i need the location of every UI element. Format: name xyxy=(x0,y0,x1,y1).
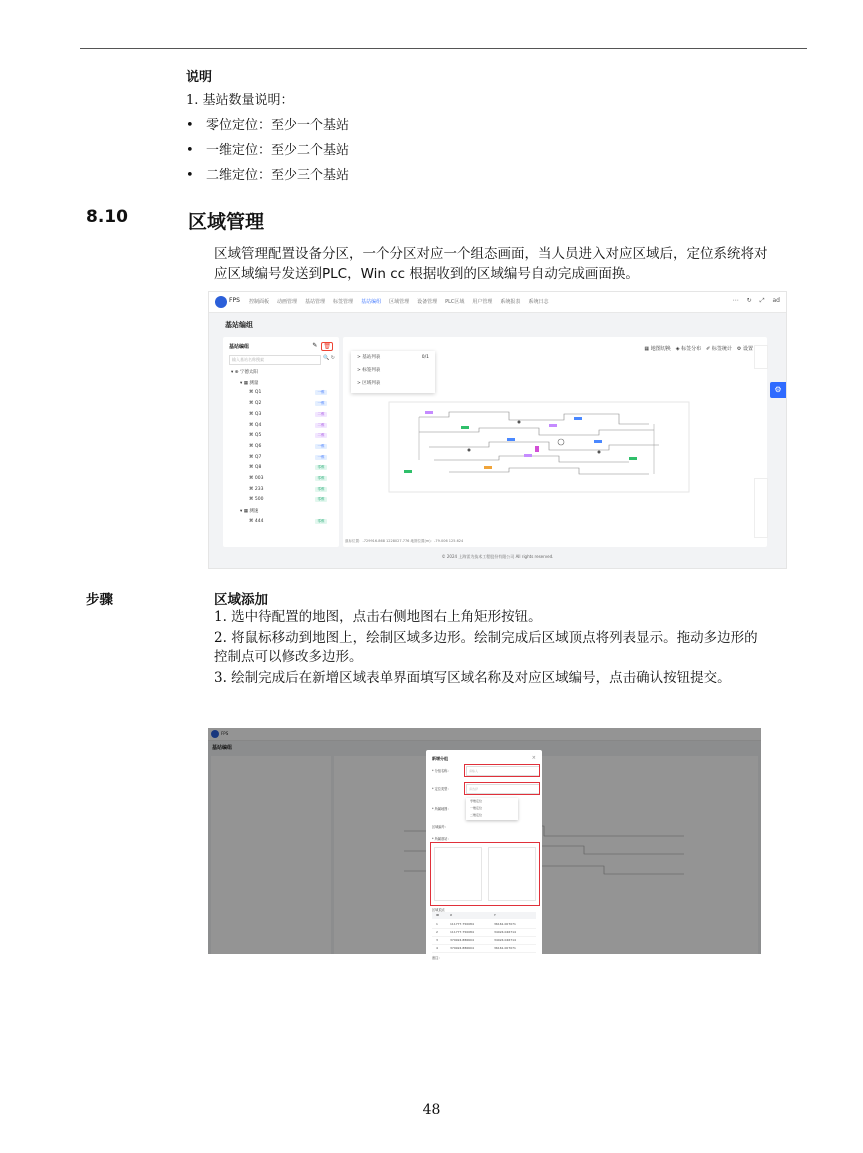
layer-label: > 区域列表 xyxy=(357,381,381,386)
table-cell: 36161.007071 xyxy=(494,922,516,926)
tree-item[interactable]: ⌘ Q3 xyxy=(249,411,262,417)
nav-item[interactable]: 系统报表 xyxy=(500,299,521,305)
table-cell: 36161.007071 xyxy=(494,946,516,950)
layer-list-item[interactable] xyxy=(351,351,435,364)
field-label: 区域编号： xyxy=(432,825,448,829)
steps-list xyxy=(214,608,770,690)
location-type-badge: 零维 xyxy=(315,497,327,502)
table-cell: 4 xyxy=(436,946,438,950)
panel-actions xyxy=(312,342,333,351)
tree-item[interactable]: ▾ ▦ 测速 xyxy=(240,509,259,515)
location-type-badge: 一维 xyxy=(315,455,327,460)
page-heading: 基站编组 xyxy=(212,745,233,751)
transfer-title: * 所属基站： xyxy=(432,837,451,841)
nav-item[interactable]: 系统日志 xyxy=(528,299,549,305)
nav-tool[interactable]: ↻ xyxy=(746,297,752,304)
tree-item[interactable]: ⌘ Q4 xyxy=(249,422,262,428)
notes-bullet xyxy=(186,117,349,135)
bullet-dot: • xyxy=(186,118,194,133)
steps-label: 步骤 xyxy=(86,592,113,608)
nav-tool[interactable]: ⋯ xyxy=(732,297,739,304)
notes-bullet xyxy=(186,142,349,160)
layer-label: > 标签列表 xyxy=(357,368,381,373)
table-cell: 379924.886604 xyxy=(450,946,474,950)
nav-tool[interactable]: ⤢ xyxy=(759,297,765,304)
table-cell: 111777.750084 xyxy=(450,922,474,926)
close-icon[interactable]: × xyxy=(531,755,536,761)
nav-item[interactable]: 控制面板 xyxy=(249,299,270,305)
dialog-title: 新增分组 xyxy=(432,756,448,761)
map-layer-dropdown xyxy=(351,351,435,393)
transfer-source-list[interactable] xyxy=(434,847,482,901)
map-side-tools[interactable] xyxy=(754,345,768,369)
screenshot-base-station-groups xyxy=(208,291,787,569)
location-type-badge: 二维 xyxy=(315,412,327,417)
panel-title: 基站编组 xyxy=(229,344,250,350)
notes-title: 说明 xyxy=(186,70,213,85)
tree-item[interactable]: ⌘ Q1 xyxy=(249,390,262,396)
location-type-badge: 零维 xyxy=(315,476,327,481)
transfer-target-list[interactable] xyxy=(488,847,536,901)
copyright: © 2024 上海雷为技术工程股份有限公司 All rights reserved. xyxy=(441,554,554,559)
remark-label: 备注： xyxy=(432,956,442,960)
layer-list-item[interactable] xyxy=(351,364,435,377)
map-panel[interactable] xyxy=(343,337,767,547)
nav-item[interactable]: 设备管理 xyxy=(417,299,438,305)
top-rule xyxy=(80,48,807,49)
page-number: 48 xyxy=(422,1102,441,1118)
field-label: * 所属地图： xyxy=(432,807,451,811)
group-tree-panel xyxy=(223,337,339,547)
column-header: X xyxy=(450,913,453,917)
area-table-title: 区域顶点 xyxy=(432,908,445,912)
bullet-text: 零位定位：至少一个基站 xyxy=(206,118,350,133)
app-logo-icon xyxy=(215,296,227,308)
column-header: Y xyxy=(494,913,496,917)
nav-tool[interactable]: ad xyxy=(772,297,780,304)
location-type-options xyxy=(466,798,518,820)
map-coordinates: 鼠标位置：-729916.868 1228027.776 地图位置(m)：-79.006 125.624 xyxy=(345,539,464,543)
search-icon[interactable]: 🔍 ↻ xyxy=(322,355,335,361)
bullet-text: 二维定位：至少三个基站 xyxy=(206,168,350,183)
tree-item[interactable]: ⌘ Q2 xyxy=(249,401,262,407)
app-name: FPS xyxy=(221,731,229,736)
select-option[interactable]: 二维定位 xyxy=(470,813,483,817)
delete-icon[interactable]: 🗑 xyxy=(323,343,331,350)
layer-label: > 基站列表 xyxy=(357,355,381,360)
tree-item[interactable]: ⌘ 500 xyxy=(249,497,264,503)
notes-line: 1. 基站数量说明： xyxy=(186,93,294,108)
nav-item[interactable]: 区域管理 xyxy=(389,299,410,305)
bullet-dot: • xyxy=(186,143,194,158)
table-cell: 34024.046714 xyxy=(494,930,516,934)
notes-bullet xyxy=(186,167,349,185)
field-label: * 分组名称： xyxy=(432,769,451,773)
settings-gear-icon[interactable]: ⚙ xyxy=(770,382,786,398)
section-number: 8.10 xyxy=(86,207,128,227)
location-type-badge: 一维 xyxy=(315,390,327,395)
bullet-dot: • xyxy=(186,168,194,183)
select-option[interactable]: 一维定位 xyxy=(470,806,483,810)
app-navbar xyxy=(209,292,786,313)
tree-item[interactable]: ⌘ 003 xyxy=(249,476,264,481)
steps-title: 区域添加 xyxy=(214,592,268,608)
tree-item[interactable]: ▾ ▦ 测量 xyxy=(240,380,259,386)
location-type-badge: 一维 xyxy=(315,444,327,449)
app-name: FPS xyxy=(229,297,240,304)
location-type-badge: 零维 xyxy=(315,519,327,524)
column-header: ID xyxy=(436,913,440,917)
section-title: 区域管理 xyxy=(188,211,265,233)
layer-list-item[interactable] xyxy=(351,377,435,390)
table-row xyxy=(432,944,536,953)
tree-item[interactable]: ⌘ Q8 xyxy=(249,465,262,471)
nav-item[interactable]: 标签管理 xyxy=(333,299,354,305)
map-toolbar xyxy=(644,345,753,352)
location-type-badge: 零维 xyxy=(315,487,327,492)
select-option[interactable]: 零维定位 xyxy=(470,799,483,803)
location-type-select[interactable]: 请选择 xyxy=(466,784,540,794)
table-cell: 379924.886604 xyxy=(450,938,474,942)
field-label: * 定位类型： xyxy=(432,787,451,791)
map-toolbar-button[interactable]: ▦ 地图切换 xyxy=(644,346,671,352)
nav-item[interactable]: 动画管理 xyxy=(277,299,298,305)
tree-item[interactable]: ⌘ Q7 xyxy=(249,454,262,460)
nav-right-tools xyxy=(733,297,780,305)
step-item: 3. 绘制完成后在新增区域表单界面填写区域名称及对应区域编号，点击确认按钮提交。 xyxy=(214,670,731,686)
search-input[interactable]: 输入基站名称搜索 xyxy=(229,355,321,365)
table-cell: 3 xyxy=(436,938,438,942)
edit-icon[interactable]: ✎ xyxy=(312,342,318,349)
nav-items xyxy=(249,298,548,305)
tree-item[interactable]: ⌘ Q6 xyxy=(249,443,262,449)
map-drawing xyxy=(389,402,689,492)
tree-item[interactable]: ⌘ 444 xyxy=(249,518,264,524)
location-type-badge: 二维 xyxy=(315,423,327,428)
nav-item[interactable]: 基站编组 xyxy=(361,299,382,305)
tree-item[interactable]: ⌘ 233 xyxy=(249,486,264,492)
tree-item[interactable]: ▾ ⊕ 宁德太阳 xyxy=(231,370,258,375)
location-type-badge: 二维 xyxy=(315,433,327,438)
nav-item[interactable]: PLC区域 xyxy=(445,299,465,305)
screenshot-add-group-dialog xyxy=(208,728,761,960)
area-table-header xyxy=(432,912,536,919)
nav-item[interactable]: 用户管理 xyxy=(472,299,493,305)
tree-item[interactable]: ⌘ Q5 xyxy=(249,433,262,439)
table-cell: 2 xyxy=(436,930,438,934)
table-cell: 1 xyxy=(436,922,438,926)
location-type-badge: 零维 xyxy=(315,465,327,470)
layer-count: 0/1 xyxy=(421,355,429,360)
location-type-badge: 一维 xyxy=(315,401,327,406)
step-item: 1. 选中待配置的地图，点击右侧地图右上角矩形按钮。 xyxy=(214,609,542,625)
bullet-text: 一维定位：至少二个基站 xyxy=(206,143,350,158)
map-zoom-tools[interactable] xyxy=(754,478,768,538)
highlight-box xyxy=(464,764,540,777)
add-group-dialog xyxy=(426,750,542,960)
table-cell: 34024.046714 xyxy=(494,938,516,942)
page-heading: 基站编组 xyxy=(225,321,253,329)
map-toolbar-button[interactable]: ⚙ 设置 xyxy=(736,346,753,352)
table-cell: 111777.750084 xyxy=(450,930,474,934)
section-description: 区域管理配置设备分区，一个分区对应一个组态画面，当人员进入对应区域后，定位系统将对应区域编号发送到PLC，Win cc 根据收到的区域编号自动完成画面换。 xyxy=(214,246,768,282)
group-name-input[interactable]: 请输入 xyxy=(466,766,540,776)
map-toolbar-button[interactable]: ✐ 标签统计 xyxy=(706,346,732,352)
step-item: 2. 将鼠标移动到地图上，绘制区域多边形。绘制完成后区域顶点将列表显示。拖动多边形的控制点可以修改多边形。 xyxy=(214,630,758,665)
nav-item[interactable]: 基站管理 xyxy=(305,299,326,305)
highlight-box xyxy=(464,782,540,795)
map-toolbar-button[interactable]: ◈ 标签分布 xyxy=(675,346,702,352)
